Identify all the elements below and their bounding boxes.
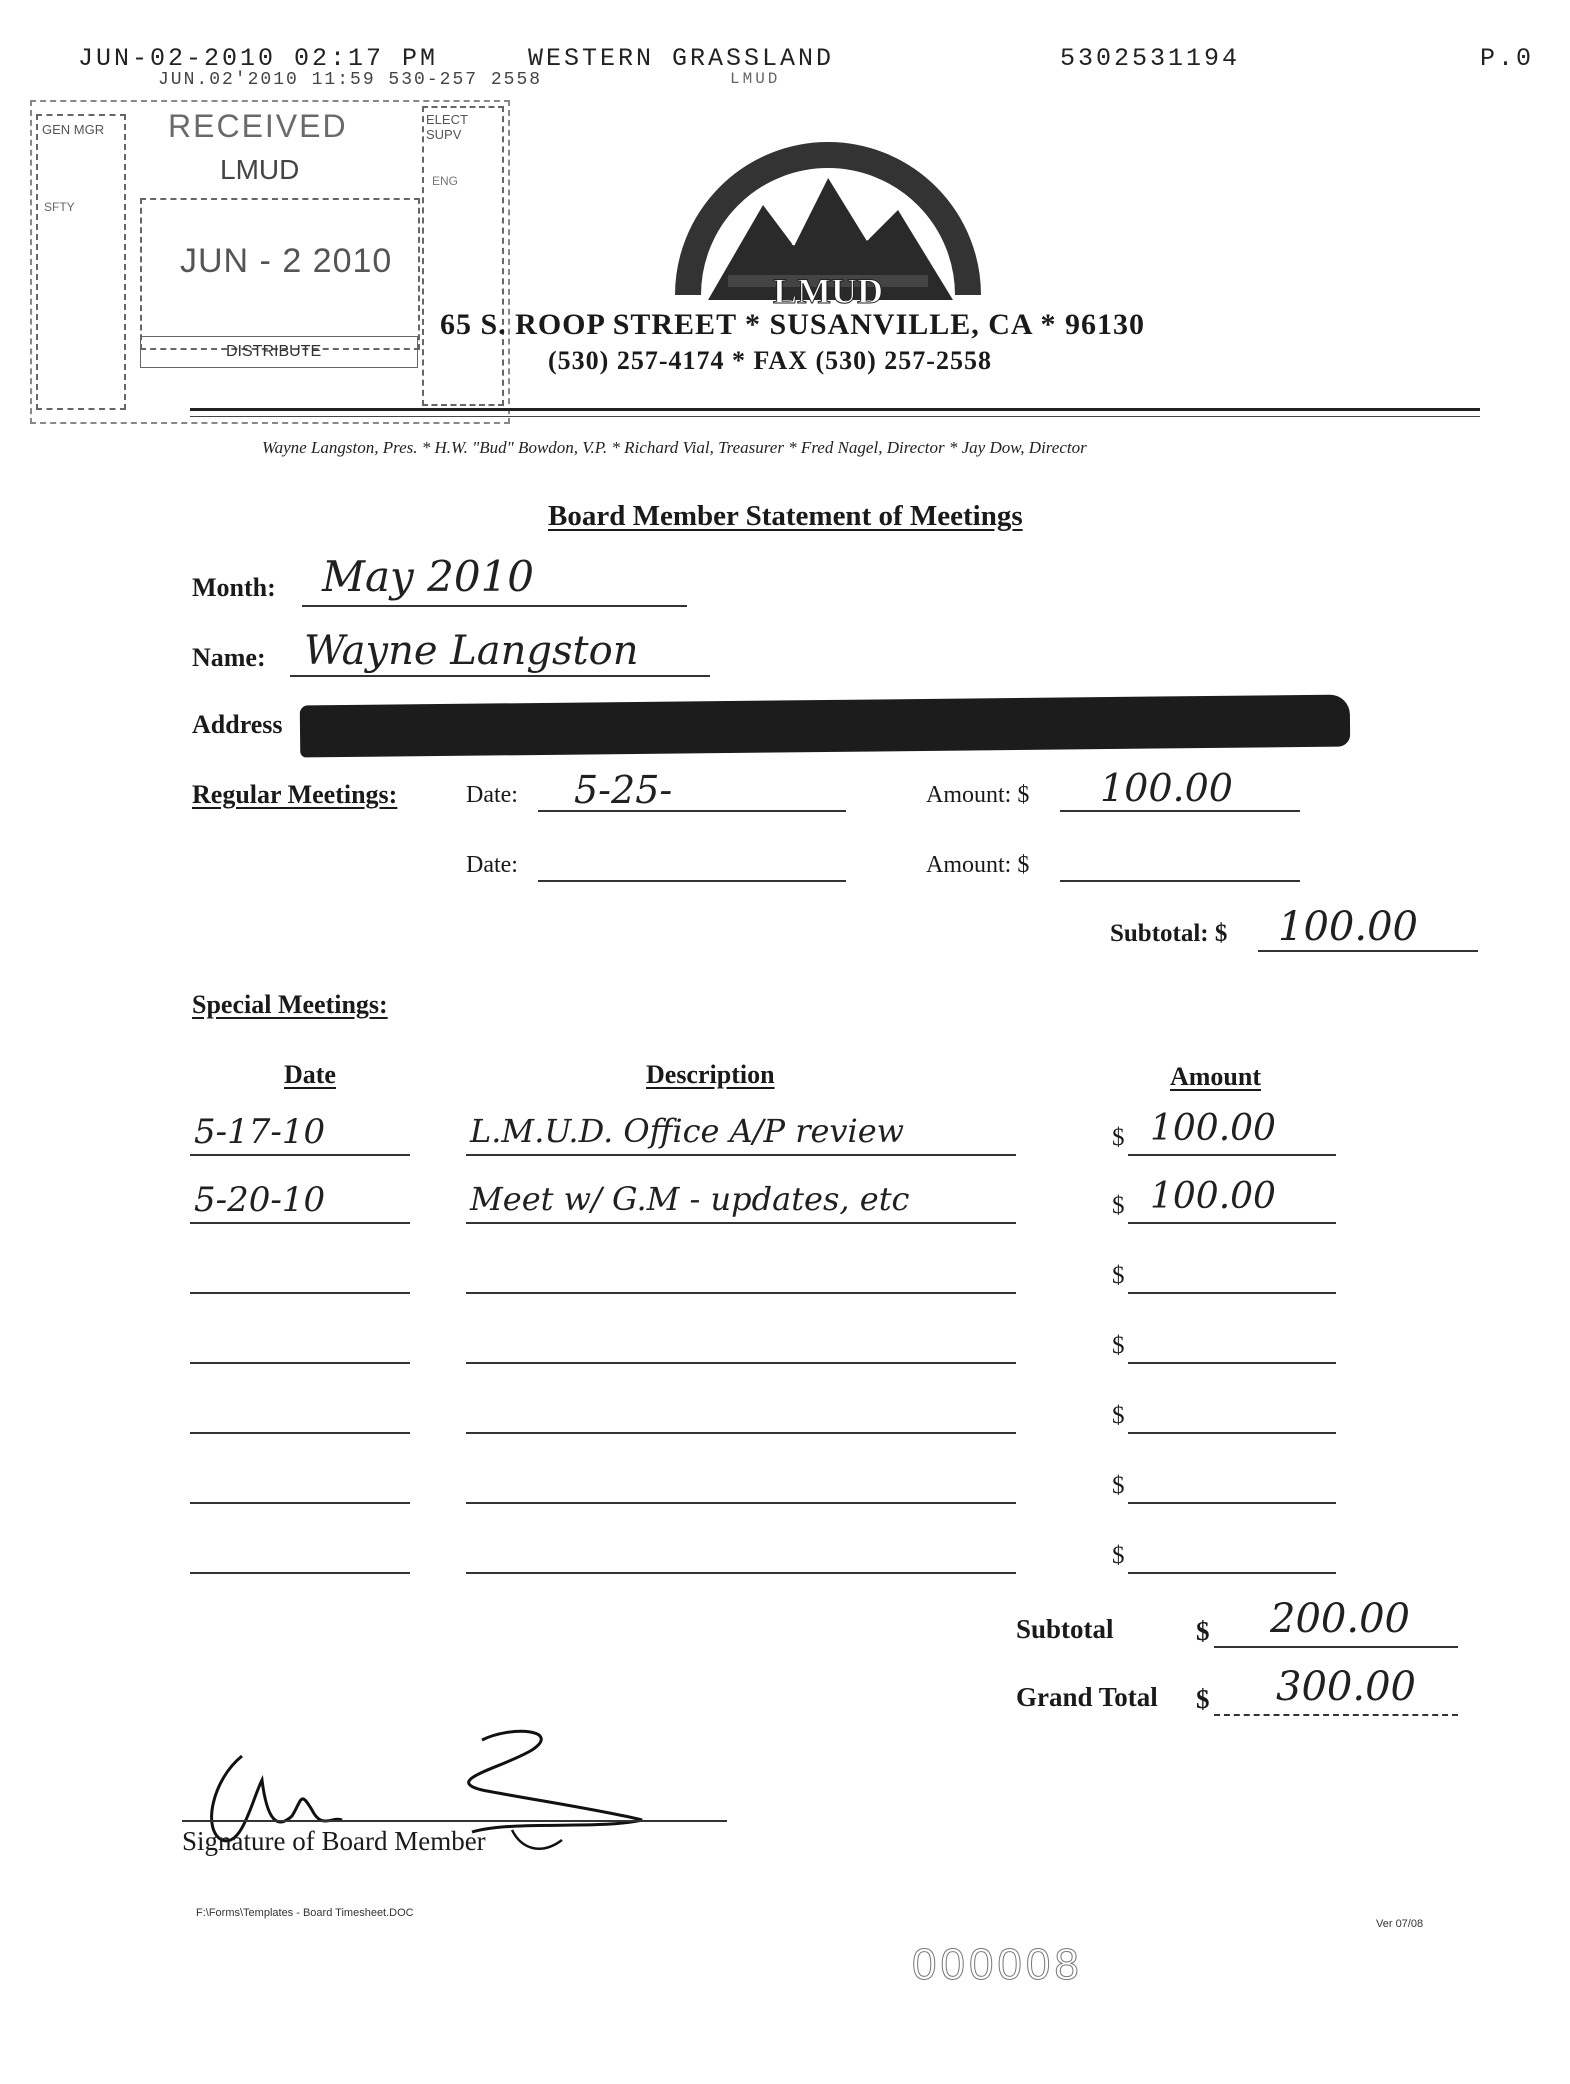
special-description: Meet w/ G.M - updates, etc <box>470 1180 910 1218</box>
col-amount-header: Amount <box>1170 1062 1262 1091</box>
stamp-date: JUN - 2 2010 <box>180 242 393 280</box>
month-label: Month: <box>192 573 276 602</box>
signature-label: Signature of Board Member <box>182 1826 486 1856</box>
stamp-left-tag-1: GEN MGR <box>42 122 105 137</box>
regular-subtotal-label: Subtotal: $ <box>1110 920 1228 947</box>
col-date-header: Date <box>284 1060 336 1089</box>
special-dollar: $ <box>1112 1332 1125 1359</box>
special-dollar: $ <box>1112 1472 1125 1499</box>
special-description: L.M.U.D. Office A/P review <box>470 1112 905 1150</box>
special-dollar: $ <box>1112 1262 1125 1289</box>
district-logo <box>668 125 988 320</box>
regular-date-label-1: Date: <box>466 782 518 808</box>
special-subtotal-label: Subtotal <box>1016 1614 1114 1644</box>
special-subtotal-dollar: $ <box>1196 1616 1210 1646</box>
board-members: Wayne Langston, Pres. * H.W. "Bud" Bowdon, V.P. * Richard Vial, Treasurer * Fred Nagel, Director * Jay Dow, Director <box>262 438 1087 457</box>
regular-subtotal-value: 100.00 <box>1278 904 1418 950</box>
special-date: 5-20-10 <box>194 1180 326 1220</box>
special-dollar: $ <box>1112 1402 1125 1429</box>
regular-date-value-1: 5-25- <box>574 768 673 812</box>
logo-mark: LMUD <box>773 271 883 311</box>
regular-date-label-2: Date: <box>466 852 518 878</box>
special-date: 5-17-10 <box>194 1112 326 1152</box>
special-amount: 100.00 <box>1150 1108 1276 1149</box>
stamp-right-tag-1: ELECT SUPV <box>426 112 468 142</box>
form-title: Board Member Statement of Meetings <box>548 500 1023 532</box>
fax-page: P.0 <box>1480 44 1535 73</box>
template-path: F:\Forms\Templates - Board Timesheet.DOC <box>196 1907 414 1919</box>
month-value: May 2010 <box>322 552 535 601</box>
stamp-left-tag-2: SFTY <box>44 200 75 214</box>
letterhead-address: 65 S. ROOP STREET * SUSANVILLE, CA * 96130 <box>440 308 1145 341</box>
name-label: Name: <box>192 643 266 672</box>
letterhead-phones: (530) 257-4174 * FAX (530) 257-2558 <box>548 346 992 375</box>
district-logo-art <box>668 125 988 320</box>
fax-line-2-right: LMUD <box>730 70 781 88</box>
regular-meetings-label: Regular Meetings: <box>192 780 398 809</box>
name-value: Wayne Langston <box>304 628 639 674</box>
col-description-header: Description <box>646 1060 775 1089</box>
stamp-received-text: RECEIVED <box>168 108 348 144</box>
fax-datetime: JUN-02-2010 02:17 PM <box>78 44 439 73</box>
fax-line-2: JUN.02'2010 11:59 530-257 2558 <box>158 70 543 90</box>
page-number-stamp: 000008 <box>912 1940 1083 1989</box>
special-amount: 100.00 <box>1150 1176 1276 1217</box>
stamp-distribute: DISTRIBUTE <box>226 343 322 360</box>
stamp-right-tag-2: ENG <box>432 174 459 188</box>
regular-amount-label-2: Amount: $ <box>926 852 1030 878</box>
grand-total-label: Grand Total <box>1016 1682 1158 1712</box>
special-dollar: $ <box>1112 1542 1125 1569</box>
fax-sender: WESTERN GRASSLAND <box>528 44 835 73</box>
regular-amount-label-1: Amount: $ <box>926 782 1030 808</box>
special-dollar: $ <box>1112 1124 1125 1151</box>
special-subtotal-value: 200.00 <box>1270 1596 1410 1642</box>
address-redaction <box>300 695 1350 758</box>
form-version: Ver 07/08 <box>1376 1918 1424 1930</box>
special-meetings-label: Special Meetings: <box>192 990 388 1019</box>
grand-total-value: 300.00 <box>1276 1664 1416 1710</box>
received-stamp <box>30 100 508 422</box>
address-label: Address <box>192 710 283 739</box>
fax-number: 5302531194 <box>1060 44 1241 73</box>
grand-total-dollar: $ <box>1196 1684 1210 1714</box>
stamp-org: LMUD <box>220 154 300 185</box>
special-dollar: $ <box>1112 1192 1125 1219</box>
regular-amount-value-1: 100.00 <box>1100 766 1233 810</box>
